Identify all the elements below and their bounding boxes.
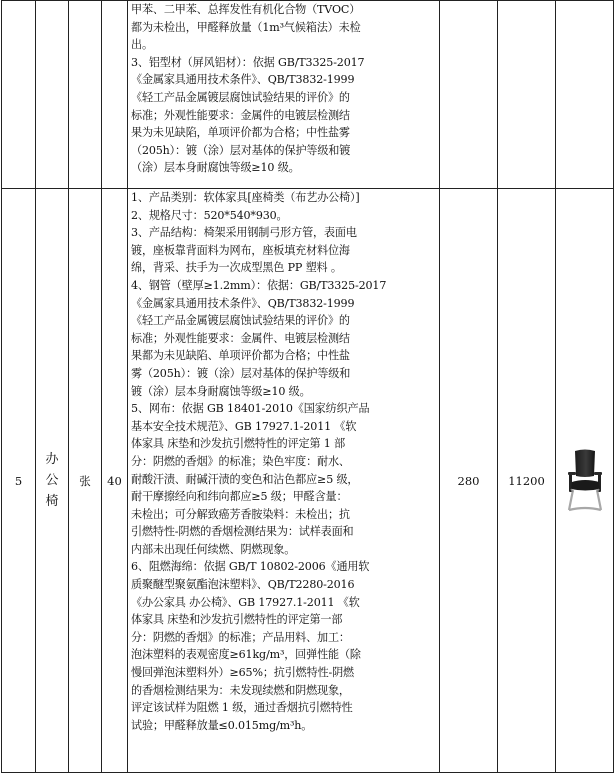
unit-price-cell [440,1,498,189]
spec-line: 评定该试样为阻燃 1 级，通过香烟抗引燃特性 [131,701,353,715]
spec-line: 的香烟检测结果为：未发现续燃和阴燃现象， [131,683,350,697]
item-name-vertical [45,449,59,512]
quantity-cell [102,1,128,189]
spec-line: 耐酸汗渍、耐碱汗渍的变色和沾色都应≥5 级， [131,472,359,486]
spec-line: 标准；外观性能要求：金属件的电镀层检测结 [131,108,350,122]
item-name-char: 办 [45,452,59,467]
spec-line: 未检出；可分解致癌芳香胺染料：未检出；抗 [131,507,350,521]
total-price-cell: 11200 [498,189,556,773]
office-chair-icon [563,448,607,514]
spec-line: 泡沫塑料的表观密度≥61kg/m³，回弹性能（除 [131,648,361,662]
item-number-cell: 5 [2,189,36,773]
item-name-char: 椅 [45,494,59,509]
spec-cell [128,189,440,773]
spec-line: 绵，背采、扶手为一次成型黑色 PP 塑料 。 [131,261,342,275]
table-row [2,1,614,189]
spec-line: 体家具 床垫和沙发抗引燃特性的评定第一部 [131,613,343,627]
spec-cell [128,1,440,189]
spec-line: 果为未见缺陷，单项评价都为合格；中性盐雾 [131,126,350,140]
product-image-cell [556,1,614,189]
spec-line: 3、铝型材（屏风铝材）：依据 GB/T3325-2017 [131,55,365,69]
spec-line: 基本安全技术规范》、GB 17927.1-2011 《软 [131,419,357,433]
spec-line: （涂）层本身耐腐蚀等级≥10 级。 [131,161,300,175]
spec-line: 《金属家具通用技术条件》、QB/T3832-1999 [131,296,355,310]
quantity-cell: 40 [102,189,128,773]
spec-line: 甲苯、二甲苯、总挥发性有机化合物（TVOC） [131,3,361,16]
spec-line: 镀，座板靠背面料为网布，座板填充材料位海 [131,243,350,257]
spec-line: 2、规格尺寸：520*540*930。 [131,208,288,222]
product-spec-table [1,0,614,773]
spec-line: 分：阴燃的香烟》的标准；染色牢度：耐水、 [131,454,350,468]
unit-price-cell: 280 [440,189,498,773]
spec-line: 果都为未见缺陷、单项评价都为合格；中性盐 [131,349,350,363]
unit-cell: 张 [69,189,102,773]
spec-line: 5、网布：依据 GB 18401-2010《国家纺织产品 [131,402,370,416]
spec-line: 《轻工产品金属镀层腐蚀试验结果的评价》的 [131,314,350,328]
spec-line: 耐干摩擦经向和纬向都应≥5 级；甲醛含量： [131,490,348,504]
spec-line: 《轻工产品金属镀层腐蚀试验结果的评价》的 [131,90,350,104]
product-image-cell [556,189,614,773]
spec-line: （205h）：镀（涂）层对基体的保护等级和镀 [131,143,351,157]
item-name-cell [36,189,69,773]
spec-line: 试验；甲醛释放量≤0.015mg/m³h。 [131,718,313,732]
table-row [2,189,614,773]
spec-line: 《金属家具通用技术条件》、QB/T3832-1999 [131,73,355,87]
item-number-cell [2,1,36,189]
spec-line: 分：阴燃的香烟》的标准；产品用料、加工： [131,630,350,644]
unit-cell [69,1,102,189]
spec-line: 出。 [131,38,153,52]
spec-line: 6、阻燃海绵：依据 GB/T 10802-2006《通用软 [131,560,370,574]
spec-line: 1、产品类别：软体家具[座椅类（布艺办公椅）] [131,191,360,204]
item-name-cell [36,1,69,189]
spec-line: 标准；外观性能要求：金属件、电镀层检测结 [131,331,350,345]
spec-line: 引燃特性-阴燃的香烟检测结果为：试样表面和 [131,525,354,539]
total-price-cell [498,1,556,189]
spec-line: 《办公家具 办公椅》、GB 17927.1-2011 《软 [131,595,360,609]
spec-line: 都为未检出，甲醛释放量（1m³气候箱法）未检 [131,20,361,34]
spec-line: 4、钢管（壁厚≥1.2mm）：依据：GB/T3325-2017 [131,278,387,292]
spec-line: 质聚醚型聚氨酯泡沫塑料》、QB/T2280-2016 [131,578,355,592]
spec-line: 雾（205h）：镀（涂）层对基体的保护等级和 [131,366,351,380]
spec-line: 内部未出现任何续燃、阴燃现象。 [131,542,296,556]
spec-line: 体家具 床垫和沙发抗引燃特性的评定第 1 部 [131,437,346,451]
spec-line: 3、产品结构：椅架采用钢制弓形方管，表面电 [131,226,357,240]
spec-line: 慢回弹泡沫塑料外）≥65%；抗引燃特性-阴燃 [131,666,354,680]
item-name-char: 公 [45,473,59,488]
spec-line: 镀（涂）层本身耐腐蚀等级≥10 级。 [131,384,311,398]
